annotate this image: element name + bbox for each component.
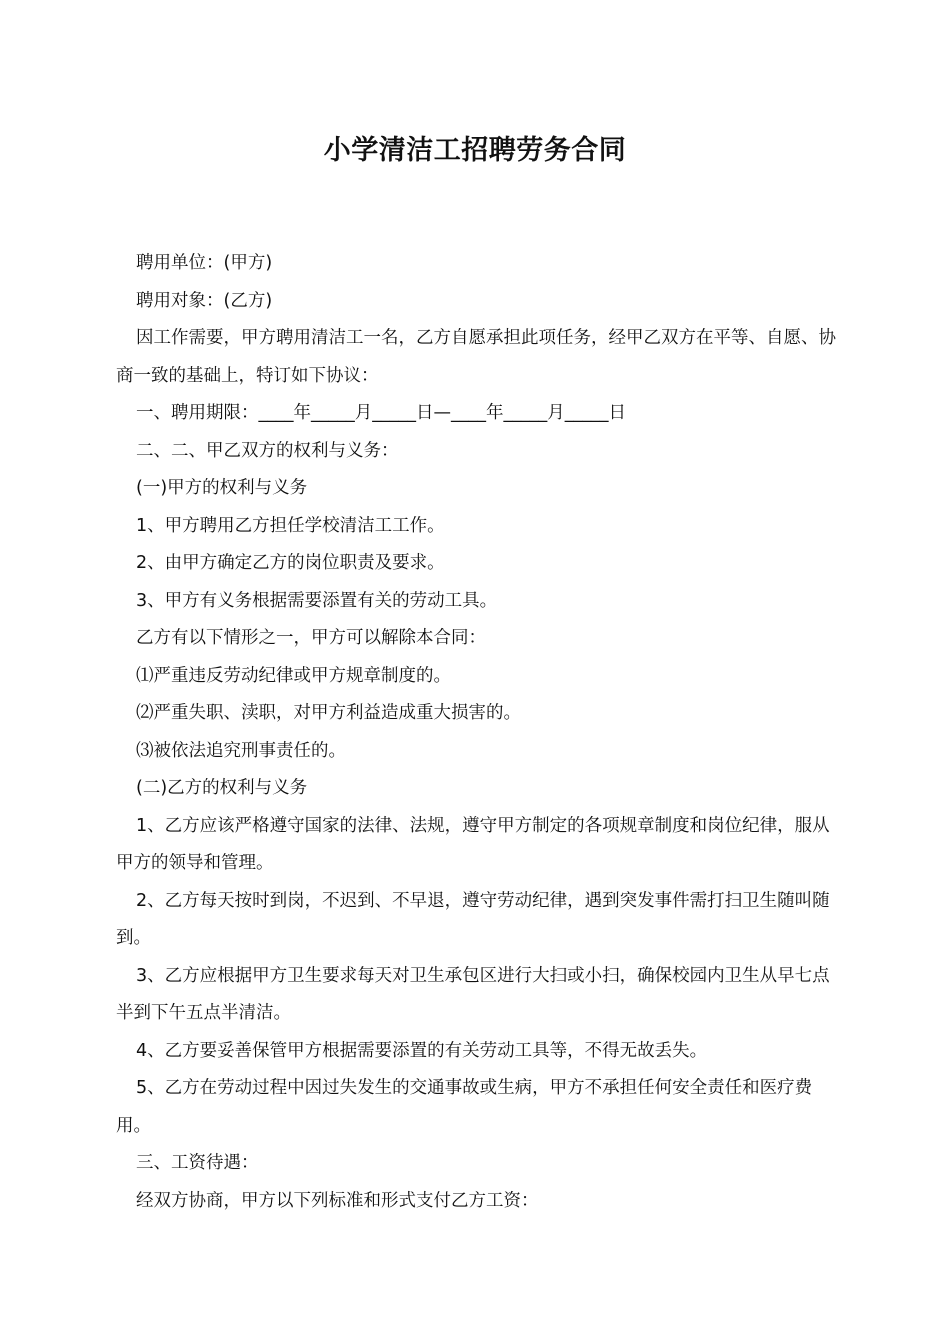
paragraph-term: 一、聘用期限：____年_____月_____日—____年_____月_____日: [136, 403, 626, 423]
document-body: [116, 245, 846, 1220]
document-title: 小学清洁工招聘劳务合同: [323, 135, 627, 166]
paragraph-intro: 因工作需要，甲方聘用清洁工一名，乙方自愿承担此项任务，经甲乙双方在平等、自愿、协商一致的基础上，特订如下协议：: [116, 328, 836, 386]
paragraph-party-a-heading: (一)甲方的权利与义务: [136, 478, 308, 498]
paragraph-t1: ⑴严重违反劳动纪律或甲方规章制度的。: [136, 665, 451, 686]
paragraph-employee: 聘用对象：(乙方): [136, 290, 273, 311]
paragraph-a1: 1、甲方聘用乙方担任学校清洁工工作。: [136, 515, 445, 536]
paragraph-section-2: 二、二、甲乙双方的权利与义务：: [136, 440, 399, 461]
paragraph-wage: 经双方协商，甲方以下列标准和形式支付乙方工资：: [136, 1190, 539, 1211]
paragraph-b3: 3、乙方应根据甲方卫生要求每天对卫生承包区进行大扫或小扫，确保校园内卫生从早七点半到下午五点半清洁。: [116, 965, 830, 1023]
paragraph-b5: 5、乙方在劳动过程中因过失发生的交通事故或生病，甲方不承担任何安全责任和医疗费用。: [116, 1078, 813, 1136]
paragraph-b4: 4、乙方要妥善保管甲方根据需要添置的有关劳动工具等，不得无故丢失。: [136, 1040, 708, 1061]
paragraph-section-3: 三、工资待遇：: [136, 1153, 259, 1173]
paragraph-b2: 2、乙方每天按时到岗，不迟到、不早退，遵守劳动纪律，遇到突发事件需打扫卫生随叫随到。: [116, 890, 830, 948]
paragraph-a2: 2、由甲方确定乙方的岗位职责及要求。: [136, 553, 445, 573]
paragraph-t2: ⑵严重失职、渎职，对甲方利益造成重大损害的。: [136, 703, 521, 723]
paragraph-t3: ⑶被依法追究刑事责任的。: [136, 740, 346, 761]
paragraph-party-b-heading: (二)乙方的权利与义务: [136, 778, 308, 798]
paragraph-terminate: 乙方有以下情形之一，甲方可以解除本合同：: [136, 628, 486, 648]
paragraph-employer: 聘用单位：(甲方): [136, 253, 273, 273]
paragraph-a3: 3、甲方有义务根据需要添置有关的劳动工具。: [136, 590, 498, 611]
paragraph-b1: 1、乙方应该严格遵守国家的法律、法规，遵守甲方制定的各项规章制度和岗位纪律，服从甲方的领导和管理。: [116, 815, 830, 873]
